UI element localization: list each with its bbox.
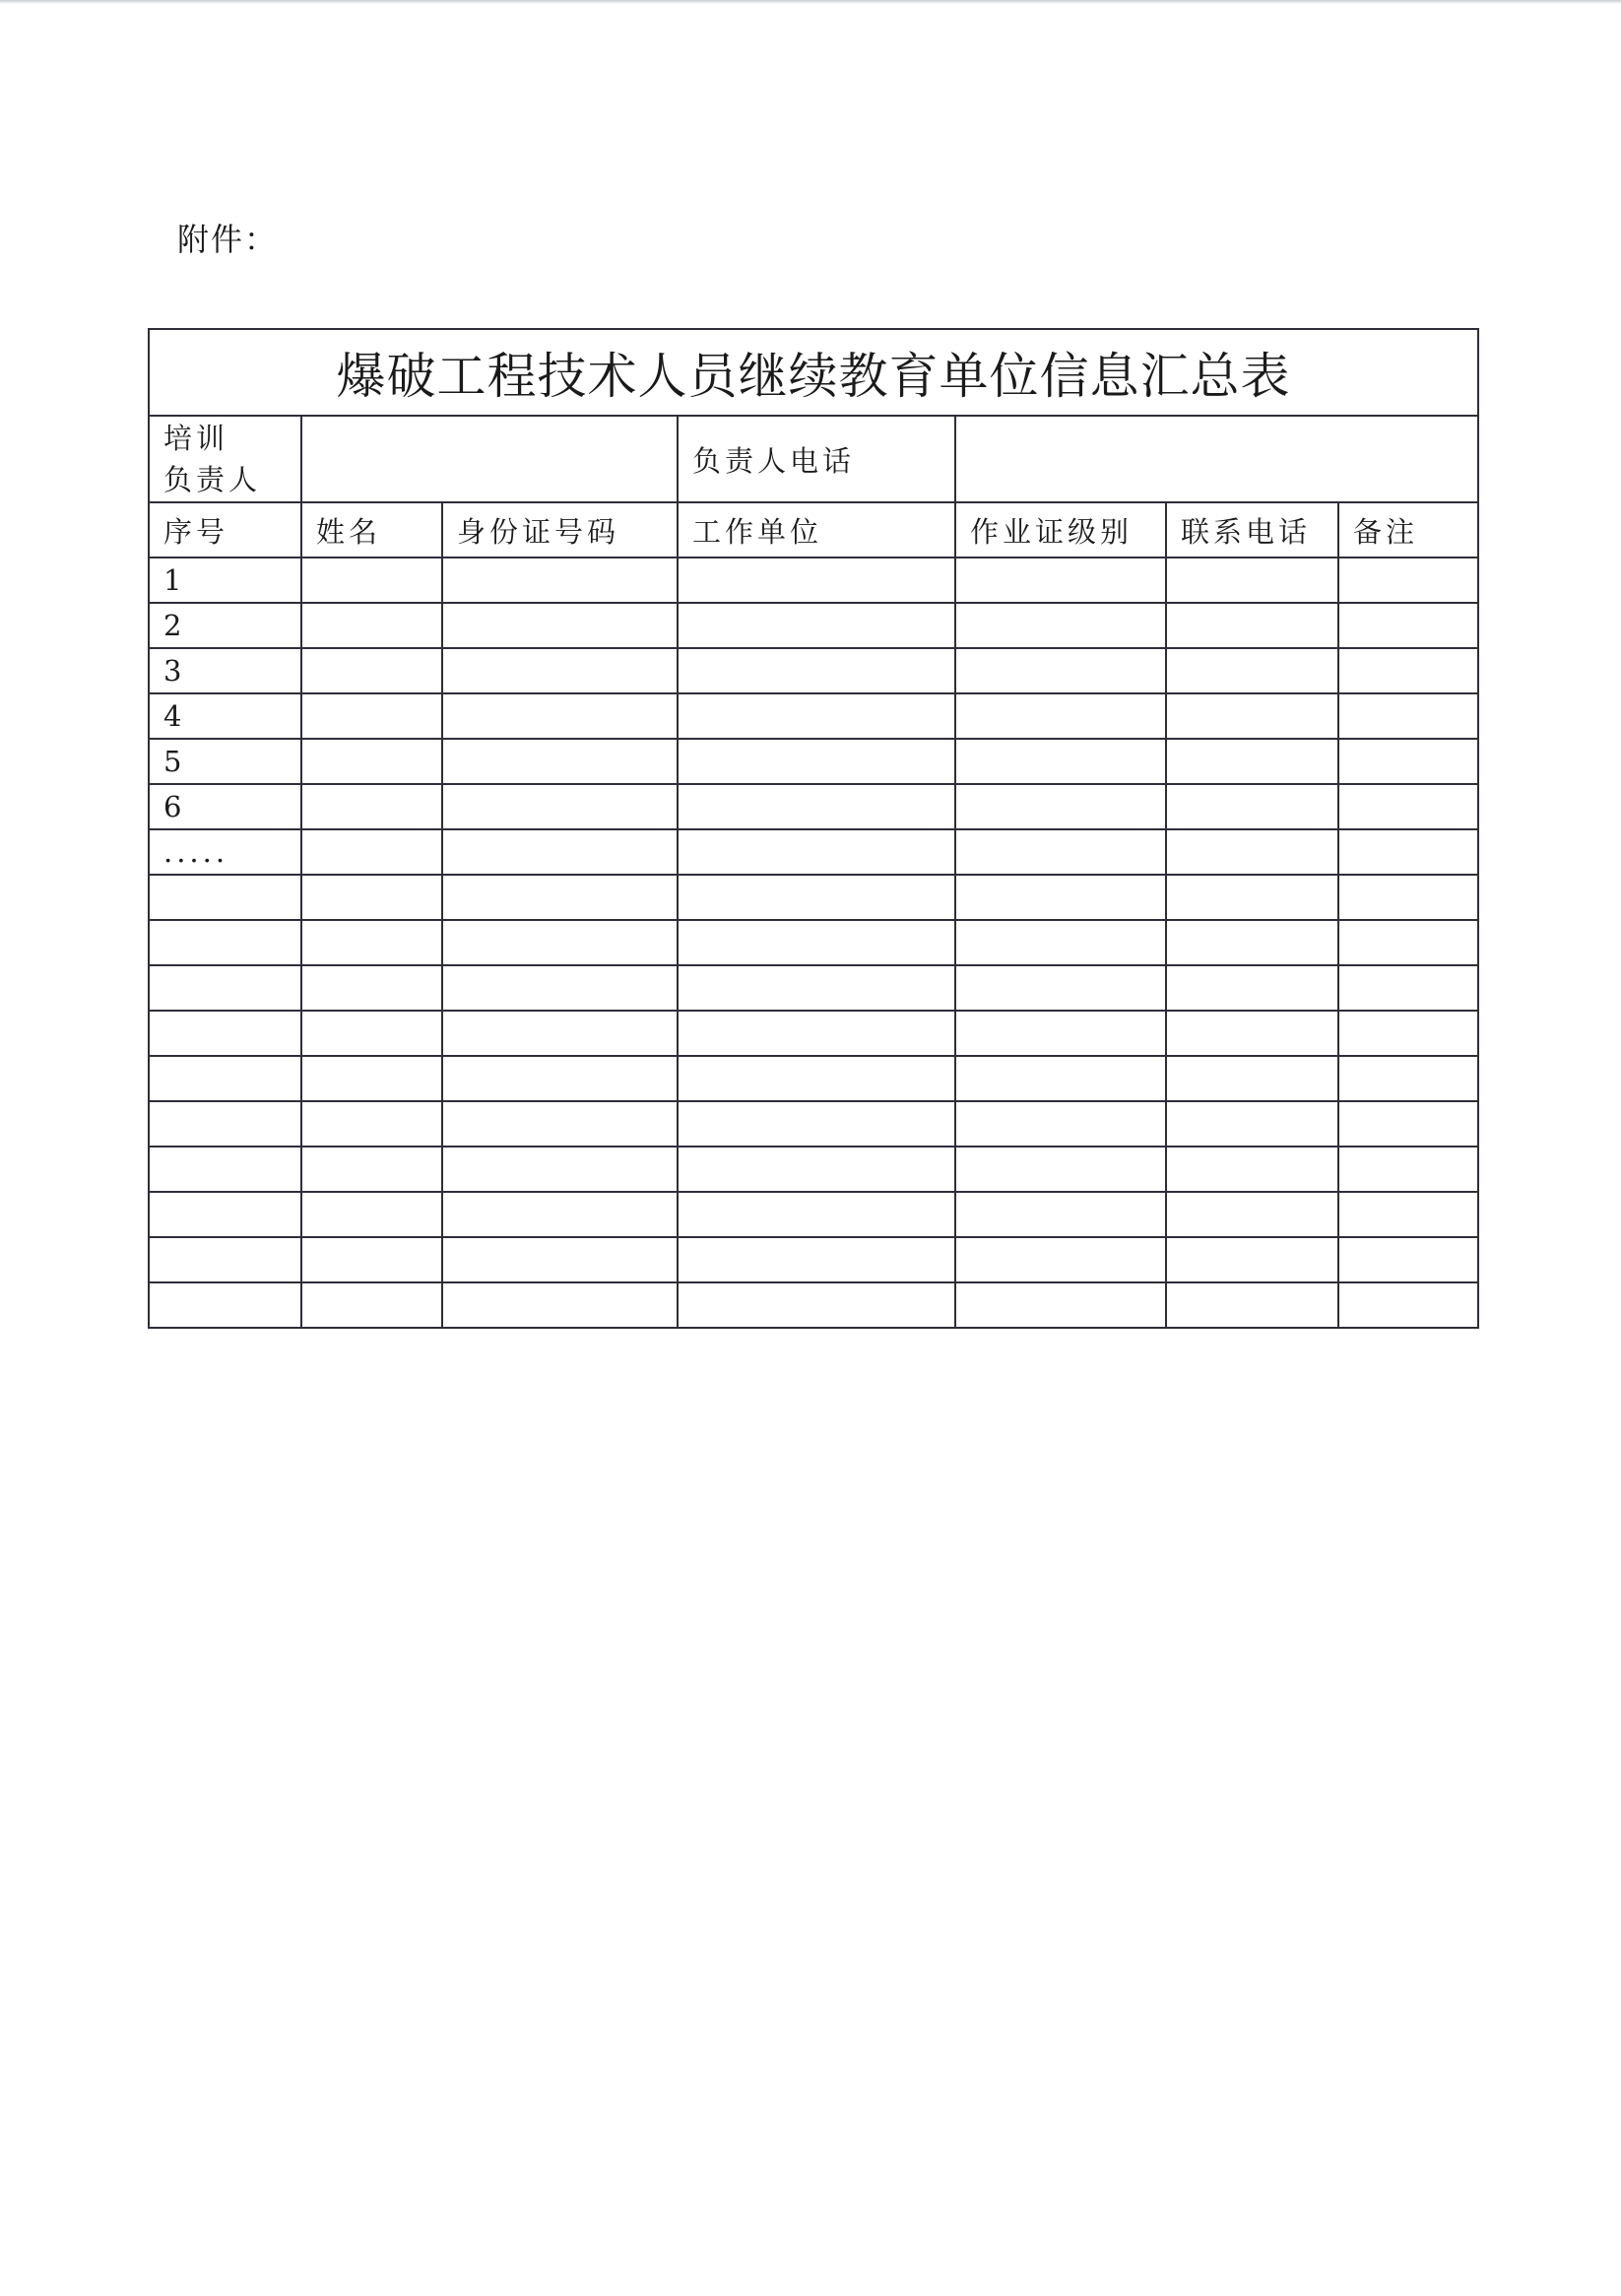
certificate-level-cell[interactable] [955,1056,1166,1101]
table-row [149,829,1478,875]
table-row [149,784,1478,829]
trainer-row [149,416,1478,502]
table-row [149,920,1478,965]
row-index-cell [149,1101,301,1147]
table-row [149,648,1478,693]
row-index-cell [149,965,301,1011]
id-number-cell[interactable] [442,1056,678,1101]
name-cell[interactable] [301,965,442,1011]
contact-phone-cell[interactable] [1166,739,1338,784]
id-number-cell[interactable] [442,1192,678,1237]
employer-cell[interactable] [678,693,955,739]
row-index-cell: ..... [149,829,301,875]
remarks-cell[interactable] [1338,784,1478,829]
row-index-cell: 4 [149,693,301,739]
id-number-cell[interactable] [442,965,678,1011]
header-remarks: 备注 [1338,502,1478,558]
certificate-level-cell[interactable] [955,920,1166,965]
id-number-cell[interactable] [442,1011,678,1056]
id-number-cell[interactable] [442,1237,678,1282]
contact-phone-cell[interactable] [1166,1192,1338,1237]
table-row [149,1282,1478,1328]
table-row [149,1056,1478,1101]
trainer-phone-field[interactable] [955,416,1478,502]
id-number-cell[interactable] [442,784,678,829]
certificate-level-cell[interactable] [955,875,1166,920]
certificate-level-cell[interactable] [955,693,1166,739]
header-contact-phone: 联系电话 [1166,502,1338,558]
id-number-cell[interactable] [442,1101,678,1147]
certificate-level-cell[interactable] [955,558,1166,603]
id-number-cell[interactable] [442,920,678,965]
name-cell[interactable] [301,875,442,920]
remarks-cell[interactable] [1338,739,1478,784]
id-number-cell[interactable] [442,603,678,648]
contact-phone-cell[interactable] [1166,965,1338,1011]
row-index-cell [149,920,301,965]
name-cell[interactable] [301,1282,442,1328]
name-cell[interactable] [301,920,442,965]
id-number-cell[interactable] [442,829,678,875]
contact-phone-cell[interactable] [1166,1147,1338,1192]
id-number-cell[interactable] [442,558,678,603]
header-id-number: 身份证号码 [442,502,678,558]
row-index-cell: 2 [149,603,301,648]
remarks-cell[interactable] [1338,1237,1478,1282]
header-employer: 工作单位 [678,502,955,558]
employer-cell[interactable] [678,920,955,965]
row-index-cell [149,1011,301,1056]
remarks-cell[interactable] [1338,693,1478,739]
certificate-level-cell[interactable] [955,1282,1166,1328]
certificate-level-cell[interactable] [955,1237,1166,1282]
row-index-cell: 5 [149,739,301,784]
employer-cell[interactable] [678,1282,955,1328]
employer-cell[interactable] [678,875,955,920]
table-row [149,1237,1478,1282]
table-row [149,1147,1478,1192]
row-index-cell [149,1147,301,1192]
certificate-level-cell[interactable] [955,965,1166,1011]
form-title: 爆破工程技术人员继续教育单位信息汇总表 [149,329,1478,416]
table-row [149,558,1478,603]
scan-edge [0,0,1621,4]
name-cell[interactable] [301,1237,442,1282]
remarks-cell[interactable] [1338,829,1478,875]
table-row [149,875,1478,920]
trainer-label [149,416,301,502]
remarks-cell[interactable] [1338,875,1478,920]
certificate-level-cell[interactable] [955,1192,1166,1237]
contact-phone-cell[interactable] [1166,693,1338,739]
name-cell[interactable] [301,558,442,603]
contact-phone-cell[interactable] [1166,875,1338,920]
certificate-level-cell[interactable] [955,739,1166,784]
id-number-cell[interactable] [442,875,678,920]
name-cell[interactable] [301,829,442,875]
contact-phone-cell[interactable] [1166,1237,1338,1282]
remarks-cell[interactable] [1338,965,1478,1011]
contact-phone-cell[interactable] [1166,1101,1338,1147]
employer-cell[interactable] [678,784,955,829]
employer-cell[interactable] [678,1011,955,1056]
id-number-cell[interactable] [442,648,678,693]
employer-cell[interactable] [678,1147,955,1192]
row-index-cell: 1 [149,558,301,603]
row-index-cell [149,1056,301,1101]
header-index: 序号 [149,502,301,558]
contact-phone-cell[interactable] [1166,920,1338,965]
remarks-cell[interactable] [1338,1101,1478,1147]
certificate-level-cell[interactable] [955,1101,1166,1147]
row-index-cell [149,1192,301,1237]
table-row [149,603,1478,648]
row-index-cell: 6 [149,784,301,829]
table-row [149,1101,1478,1147]
employer-cell[interactable] [678,1237,955,1282]
row-index-cell [149,875,301,920]
id-number-cell[interactable] [442,1282,678,1328]
name-cell[interactable] [301,1101,442,1147]
employer-cell[interactable] [678,1056,955,1101]
contact-phone-cell[interactable] [1166,603,1338,648]
table-row [149,1011,1478,1056]
employer-cell[interactable] [678,603,955,648]
id-number-cell[interactable] [442,1147,678,1192]
remarks-cell[interactable] [1338,1192,1478,1237]
id-number-cell[interactable] [442,693,678,739]
title-row [149,329,1478,416]
remarks-cell[interactable] [1338,1011,1478,1056]
certificate-level-cell[interactable] [955,1011,1166,1056]
remarks-cell[interactable] [1338,1056,1478,1101]
name-cell[interactable] [301,603,442,648]
contact-phone-cell[interactable] [1166,1056,1338,1101]
contact-phone-cell[interactable] [1166,1011,1338,1056]
name-cell[interactable] [301,1011,442,1056]
remarks-cell[interactable] [1338,920,1478,965]
employer-cell[interactable] [678,648,955,693]
contact-phone-cell[interactable] [1166,1282,1338,1328]
trainer-name-field[interactable] [301,416,678,502]
header-name: 姓名 [301,502,442,558]
employer-cell[interactable] [678,558,955,603]
attachment-label: 附件： [177,221,279,258]
remarks-cell[interactable] [1338,603,1478,648]
name-cell[interactable] [301,739,442,784]
employer-cell[interactable] [678,1192,955,1237]
employer-cell[interactable] [678,1101,955,1147]
table-row [149,739,1478,784]
contact-phone-cell[interactable] [1166,648,1338,693]
certificate-level-cell[interactable] [955,1147,1166,1192]
certificate-level-cell[interactable] [955,603,1166,648]
id-number-cell[interactable] [442,739,678,784]
employer-cell[interactable] [678,829,955,875]
name-cell[interactable] [301,648,442,693]
table-row [149,1192,1478,1237]
certificate-level-cell[interactable] [955,648,1166,693]
contact-phone-cell[interactable] [1166,829,1338,875]
remarks-cell[interactable] [1338,648,1478,693]
header-certificate-level: 作业证级别 [955,502,1166,558]
remarks-cell[interactable] [1338,1147,1478,1192]
certificate-level-cell[interactable] [955,829,1166,875]
trainer-phone-label: 负责人电话 [678,416,955,502]
name-cell[interactable] [301,784,442,829]
certificate-level-cell[interactable] [955,784,1166,829]
remarks-cell[interactable] [1338,1282,1478,1328]
name-cell[interactable] [301,693,442,739]
trainer-label-line1: 培训 [163,422,229,455]
table-row [149,965,1478,1011]
row-index-cell [149,1237,301,1282]
table-row [149,693,1478,739]
trainer-label-line2: 负责人 [163,463,262,496]
header-row [149,502,1478,558]
row-index-cell: 3 [149,648,301,693]
name-cell[interactable] [301,1056,442,1101]
contact-phone-cell[interactable] [1166,784,1338,829]
name-cell[interactable] [301,1192,442,1237]
employer-cell[interactable] [678,739,955,784]
row-index-cell [149,1282,301,1328]
summary-table [148,328,1479,1329]
name-cell[interactable] [301,1147,442,1192]
employer-cell[interactable] [678,965,955,1011]
contact-phone-cell[interactable] [1166,558,1338,603]
remarks-cell[interactable] [1338,558,1478,603]
